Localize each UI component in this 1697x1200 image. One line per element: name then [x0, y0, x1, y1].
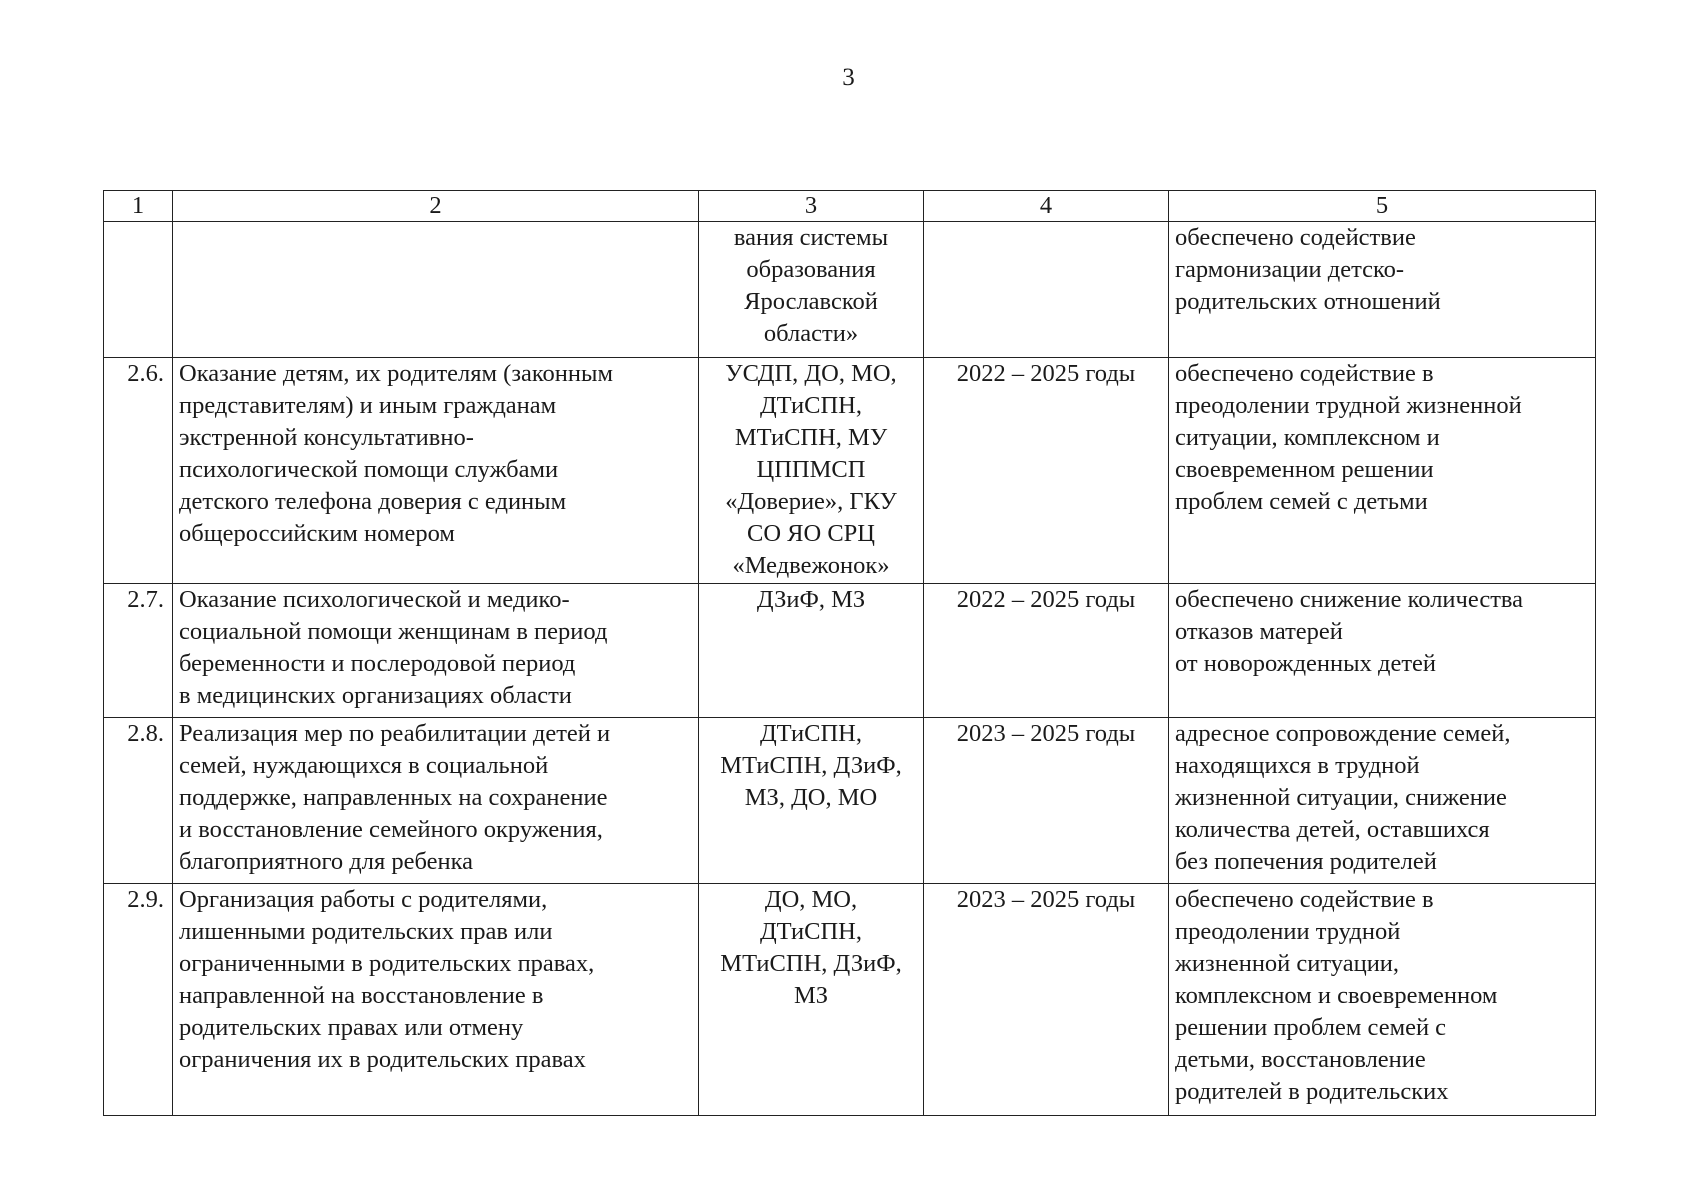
term-cell: 2023 – 2025 годы [924, 884, 1169, 1116]
event-cell [173, 222, 699, 358]
table-row [104, 358, 1596, 584]
event-cell: Оказание детям, их родителям (законным представителям) и иным гражданам экстренной консультативно- психологической помощи службами детского телефона доверия с единым общероссийским номером [173, 358, 699, 584]
column-number-5: 5 [1169, 191, 1596, 222]
responsible-cell: вания системы образования Ярославской области» [699, 222, 924, 358]
term-cell: 2023 – 2025 годы [924, 718, 1169, 884]
event-cell: Организация работы с родителями, лишенными родительских прав или ограниченными в родительских правах, направленной на восстановление в родительских правах или отмену ограничения их в родительских правах [173, 884, 699, 1116]
row-number: 2.8. [104, 718, 173, 884]
table-row [104, 222, 1596, 358]
column-number-2: 2 [173, 191, 699, 222]
table-header-row [104, 191, 1596, 222]
term-cell: 2022 – 2025 годы [924, 584, 1169, 718]
event-cell: Реализация мер по реабилитации детей и семей, нуждающихся в социальной поддержке, направленных на сохранение и восстановление семейного окружения, благоприятного для ребенка [173, 718, 699, 884]
term-cell: 2022 – 2025 годы [924, 358, 1169, 584]
responsible-cell: ДТиСПН, МТиСПН, ДЗиФ, МЗ, ДО, МО [699, 718, 924, 884]
term-cell [924, 222, 1169, 358]
result-cell: адресное сопровождение семей, находящихся в трудной жизненной ситуации, снижение количества детей, оставшихся без попечения родителей [1169, 718, 1596, 884]
row-number: 2.6. [104, 358, 173, 584]
table-row [104, 718, 1596, 884]
column-number-3: 3 [699, 191, 924, 222]
column-number-1: 1 [104, 191, 173, 222]
responsible-cell: УСДП, ДО, МО, ДТиСПН, МТиСПН, МУ ЦППМСП «Доверие», ГКУ СО ЯО СРЦ «Медвежонок» [699, 358, 924, 584]
column-number-4: 4 [924, 191, 1169, 222]
result-cell: обеспечено содействие в преодолении трудной жизненной ситуации, комплексном и своевременном решении проблем семей с детьми [1169, 358, 1596, 584]
table-row [104, 884, 1596, 1116]
result-cell: обеспечено снижение количества отказов матерей от новорожденных детей [1169, 584, 1596, 718]
row-number [104, 222, 173, 358]
page-number: 3 [842, 64, 855, 91]
result-cell: обеспечено содействие в преодолении трудной жизненной ситуации, комплексном и своевременном решении проблем семей с детьми, восстановление родителей в родительских [1169, 884, 1596, 1116]
row-number: 2.7. [104, 584, 173, 718]
table-row [104, 584, 1596, 718]
measures-table [103, 190, 1596, 1116]
responsible-cell: ДО, МО, ДТиСПН, МТиСПН, ДЗиФ, МЗ [699, 884, 924, 1116]
responsible-cell: ДЗиФ, МЗ [699, 584, 924, 718]
row-number: 2.9. [104, 884, 173, 1116]
result-cell: обеспечено содействие гармонизации детско- родительских отношений [1169, 222, 1596, 358]
event-cell: Оказание психологической и медико- социальной помощи женщинам в период беременности и послеродовой период в медицинских организациях области [173, 584, 699, 718]
